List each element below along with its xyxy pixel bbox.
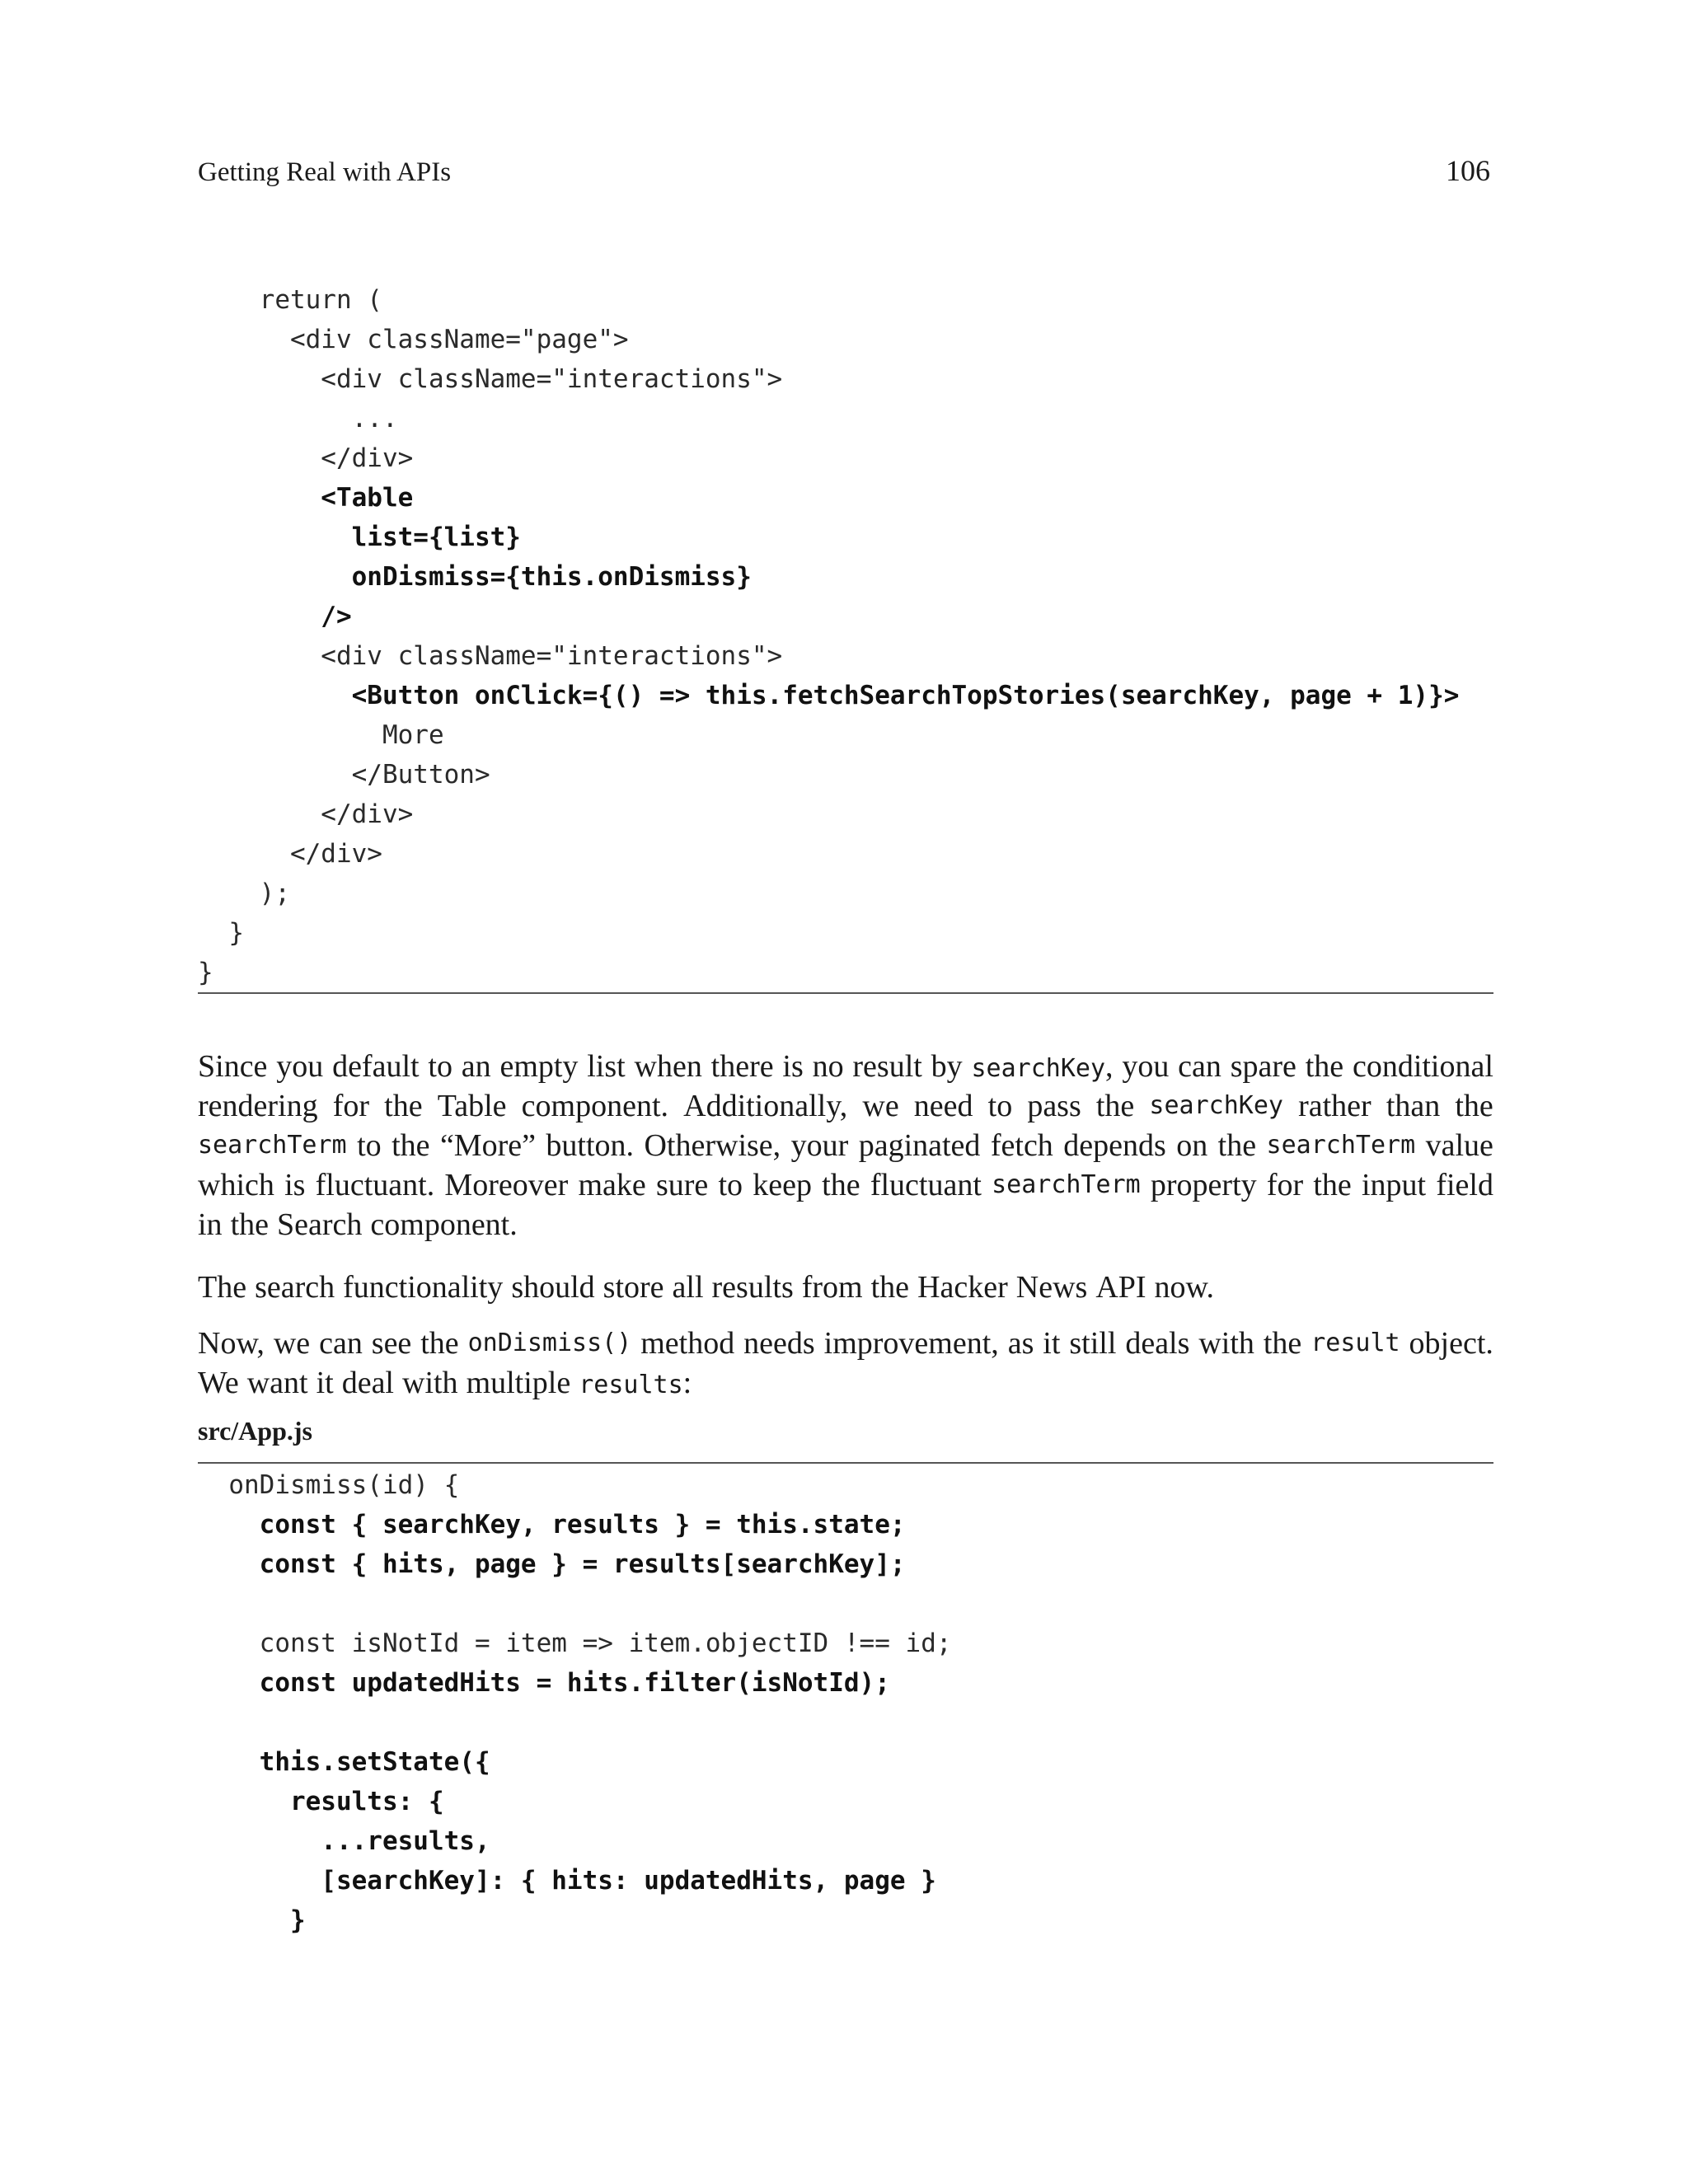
code-line: } [198,1905,306,1935]
code-line: } [198,918,244,948]
code-line: results: { [198,1787,444,1816]
code-line: </div> [198,443,414,473]
text-line: Since you default to an empty list when there is no result by searchKey, you can spare the conditional [198,1049,1493,1084]
code-line: ...results, [198,1826,490,1856]
code-line: </div> [198,839,382,869]
code-line: [searchKey]: { hits: updatedHits, page } [198,1866,936,1896]
inline-code: result [1311,1329,1400,1357]
text-line: We want it deal with multiple results: [198,1366,692,1400]
inline-code: searchKey [971,1054,1106,1083]
code-line: onDismiss={this.onDismiss} [198,562,752,592]
code-line: </Button> [198,760,490,790]
code-line: onDismiss(id) { [198,1470,460,1500]
code-line: this.setState({ [198,1747,490,1777]
page-number: 106 [1446,154,1490,187]
code-line: return ( [198,285,382,315]
text-line: searchTerm to the “More” button. Otherwise, your paginated fetch depends on the searchTerm value [198,1126,1493,1165]
text-line: The search functionality should store all results from the Hacker News API now. [198,1270,1215,1305]
code-line: const { hits, page } = results[searchKey]; [198,1549,906,1579]
code-line: <div className="page"> [198,325,629,354]
code-line: <Table [198,483,414,513]
text-line: which is fluctuant. Moreover make sure to keep the fluctuant searchTerm property for the input field [198,1165,1493,1205]
inline-code: searchTerm [1266,1131,1416,1160]
code-line: /> [198,602,352,631]
code-line: <div className="interactions"> [198,641,783,671]
chapter-title: Getting Real with APIs [198,157,452,187]
text-line: Now, we can see the onDismiss() method needs improvement, as it still deals with the result object. [198,1324,1493,1363]
text-line: in the Search component. [198,1207,518,1242]
running-header [198,153,1490,188]
inline-code: searchTerm [992,1170,1141,1199]
paragraph-search-functionality [198,1268,1493,1307]
paragraph-ondismiss [198,1324,1493,1403]
code-block-bottom-rule [198,992,1493,994]
inline-code: results [579,1371,683,1399]
code-line: ); [198,879,290,908]
inline-code: onDismiss() [467,1329,632,1357]
inline-code: searchTerm [198,1131,347,1160]
code-line: <Button onClick={() => this.fetchSearchTopStories(searchKey, page + 1)}> [198,681,1460,710]
code-line: const updatedHits = hits.filter(isNotId); [198,1668,890,1698]
code-line: ... [198,404,398,434]
code-line: const isNotId = item => item.objectID !== id; [198,1629,952,1658]
inline-code: searchKey [1149,1091,1283,1120]
code-line: list={list} [198,523,521,552]
text-line: rendering for the Table component. Additionally, we need to pass the searchKey rather than the [198,1086,1493,1126]
code-block-top-rule [198,1462,1493,1464]
code-line: <div className="interactions"> [198,364,783,394]
code-line: const { searchKey, results } = this.state; [198,1510,906,1540]
code-line: </div> [198,799,414,829]
code-line: More [198,720,444,750]
paragraph-conditional-rendering [198,1047,1493,1244]
code-caption-filename: src/App.js [198,1416,312,1446]
code-line: } [198,958,213,987]
